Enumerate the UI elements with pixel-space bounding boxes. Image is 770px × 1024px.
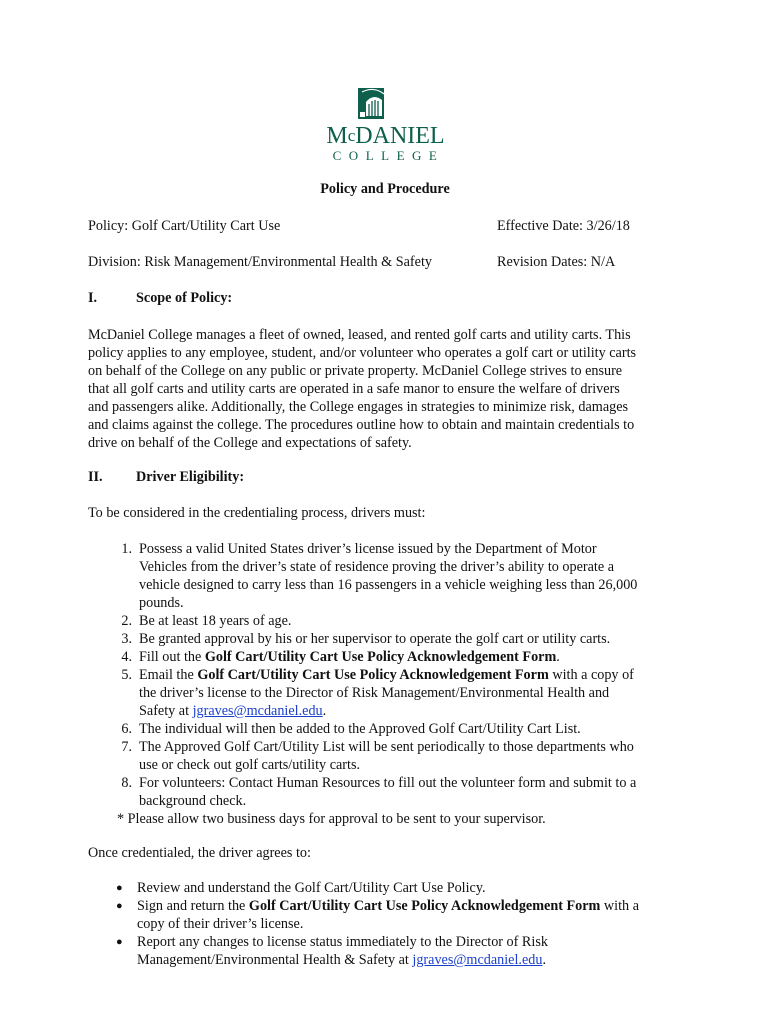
email-link[interactable]: jgraves@mcdaniel.edu: [192, 703, 323, 719]
section-title: Driver Eligibility:: [136, 469, 245, 485]
list-number: 8.: [121, 775, 132, 791]
logo-subtitle: COLLEGE: [332, 148, 445, 163]
list-item-text: Vehicles from the driver’s state of residence proving the driver’s ability to operate a: [139, 559, 614, 575]
section-number: I.: [88, 290, 98, 306]
list-item: [112, 720, 692, 738]
list-number: 4.: [121, 649, 132, 665]
form-name: Golf Cart/Utility Cart Use Policy Acknowledgement Form: [204, 649, 557, 665]
list-item: [112, 540, 692, 612]
list-item: [112, 648, 692, 666]
list-item-text: Email the Golf Cart/Utility Cart Use Policy Acknowledgement Form with a copy of: [139, 667, 634, 683]
list-item: [112, 612, 692, 630]
list-number: 3.: [121, 631, 132, 647]
agreement-list: [112, 879, 692, 969]
approval-note: * Please allow two business days for approval to be sent to your supervisor.: [117, 811, 546, 827]
document-title: Policy and Procedure: [320, 181, 450, 197]
list-number: 1.: [121, 541, 132, 557]
list-item: [112, 666, 692, 720]
effective-date: Effective Date: 3/26/18: [497, 218, 630, 234]
section-heading-eligibility: [88, 469, 244, 486]
agreement-intro: Once credentialed, the driver agrees to:: [88, 845, 311, 861]
list-item-text: Possess a valid United States driver’s license issued by the Department of Motor: [139, 541, 597, 557]
list-item-text: Be at least 18 years of age.: [139, 613, 292, 629]
list-item-text: use or check out golf carts/utility carts.: [139, 757, 361, 773]
revision-dates: Revision Dates: N/A: [497, 254, 616, 270]
email-link[interactable]: jgraves@mcdaniel.edu: [412, 952, 543, 968]
list-item-text: The Approved Golf Cart/Utility List will be sent periodically to those departments who: [139, 739, 634, 755]
paragraph-line: drive on behalf of the College and expectations of safety.: [88, 435, 412, 451]
paragraph-line: policy applies to any employee, student, and/or volunteer who operates a golf cart or utility carts: [88, 345, 637, 361]
bullet-icon: ●: [116, 882, 123, 894]
list-number: 6.: [121, 721, 132, 737]
eligibility-list: [112, 540, 692, 828]
form-name: Golf Cart/Utility Cart Use Policy Acknowledgement Form: [248, 898, 601, 914]
paragraph-line: McDaniel College manages a fleet of owned, leased, and rented golf carts and utility carts. This: [88, 327, 631, 343]
list-item-text: vehicle designed to carry less than 16 passengers in a vehicle weighing less than 26,000: [139, 577, 638, 593]
paragraph-line: and claims against the college. The procedures outline how to obtain and maintain credentials to: [88, 417, 635, 433]
list-item-text: the driver’s license to the Director of Risk Management/Environmental Health and: [139, 685, 610, 701]
list-item: [112, 879, 692, 897]
list-item-text: Sign and return the Golf Cart/Utility Cart Use Policy Acknowledgement Form with a: [137, 898, 639, 914]
list-item: [112, 933, 692, 969]
list-number: 5.: [121, 667, 132, 683]
list-number: 2.: [121, 613, 132, 629]
scope-paragraph: [88, 326, 688, 452]
list-item-text: background check.: [139, 793, 247, 809]
list-item-text: pounds.: [139, 595, 184, 611]
college-seal-icon: [358, 88, 413, 122]
list-item-text: Management/Environmental Health & Safety at jgraves@mcdaniel.edu.: [137, 952, 547, 968]
list-item-text: Safety at jgraves@mcdaniel.edu.: [139, 703, 327, 719]
bullet-icon: ●: [116, 900, 123, 912]
form-name: Golf Cart/Utility Cart Use Policy Acknowledgement Form: [197, 667, 549, 683]
list-item: [112, 897, 692, 933]
division-name: Division: Risk Management/Environmental Health & Safety: [88, 254, 432, 270]
list-item-text: Fill out the Golf Cart/Utility Cart Use Policy Acknowledgement Form.: [139, 649, 560, 665]
section-title: Scope of Policy:: [136, 290, 233, 306]
list-number: 7.: [121, 739, 132, 755]
list-item-text: copy of their driver’s license.: [137, 916, 304, 932]
policy-name: Policy: Golf Cart/Utility Cart Use: [88, 218, 281, 234]
section-heading-scope: [88, 290, 232, 307]
logo-wordmark: $M^cDANIEL$: [326, 123, 445, 149]
list-item-text: Report any changes to license status immediately to the Director of Risk: [137, 934, 548, 950]
list-item-text: The individual will then be added to the Approved Golf Cart/Utility Cart List.: [139, 721, 581, 737]
list-item: [112, 630, 692, 648]
list-item-text: For volunteers: Contact Human Resources to fill out the volunteer form and submit to a: [139, 775, 637, 791]
list-item-text: Review and understand the Golf Cart/Utility Cart Use Policy.: [137, 880, 486, 896]
list-item: [112, 774, 692, 810]
list-item: [112, 738, 692, 774]
paragraph-line: that all golf carts and utility carts are operated in a safe manor to ensure the welfare of drivers: [88, 381, 620, 397]
eligibility-intro: To be considered in the credentialing process, drivers must:: [88, 505, 426, 521]
paragraph-line: on behalf of the College on any public or private property. McDaniel College strives to ensure: [88, 363, 623, 379]
mcdaniel-college-logo: [318, 88, 453, 166]
paragraph-line: and passengers alike. Additionally, the College engages in strategies to minimize risk, damages: [88, 399, 629, 415]
section-number: II.: [88, 469, 103, 485]
bullet-icon: ●: [116, 936, 123, 948]
list-item-text: Be granted approval by his or her supervisor to operate the golf cart or utility carts.: [139, 631, 611, 647]
